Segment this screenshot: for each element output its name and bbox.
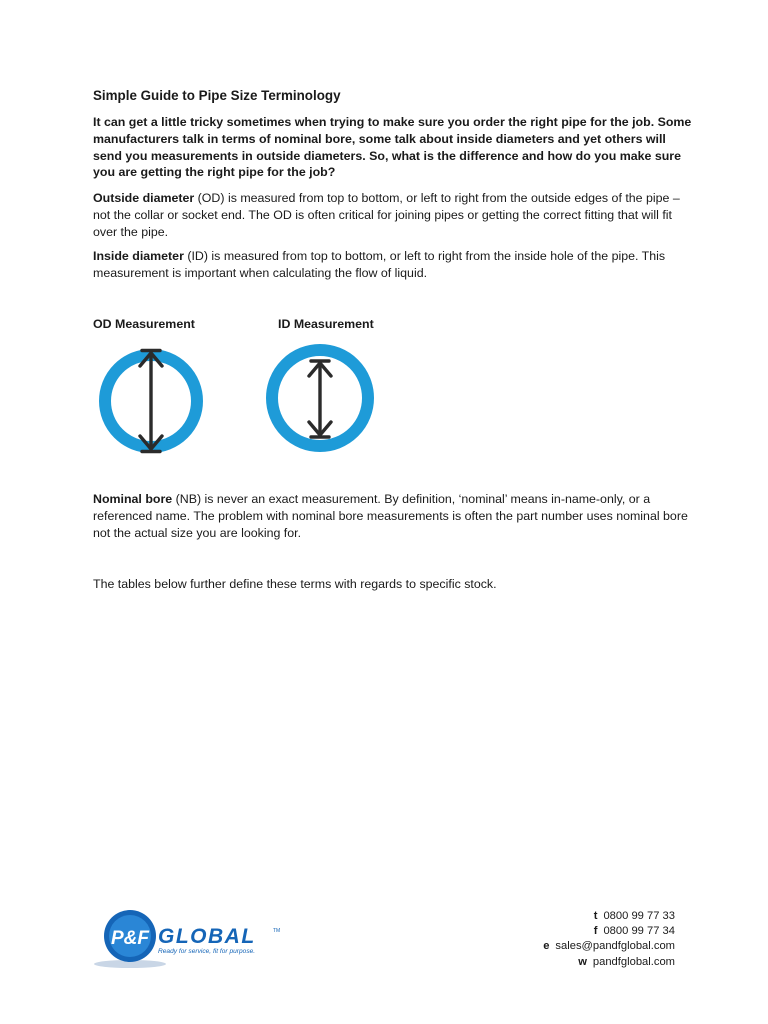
nb-description: (NB) is never an exact measurement. By definition, ‘nominal’ means in-name-only, or a referenced name. The problem with nominal bore measurements is often the part number uses nominal bore not the actual size you are looking for.: [93, 492, 688, 540]
contact-website-value[interactable]: pandfglobal.com: [592, 955, 675, 968]
od-measure-arrow-icon: [140, 351, 162, 452]
contact-fax-value: 0800 99 77 34: [603, 925, 675, 938]
id-measure-arrow-icon: [309, 361, 331, 437]
logo-tagline: Ready for service, fit for purpose.: [158, 948, 256, 955]
document-title: Simple Guide to Pipe Size Terminology: [93, 88, 341, 103]
od-paragraph: [93, 190, 693, 240]
contact-phone-key: t: [593, 910, 598, 922]
contact-email-value[interactable]: sales@pandfglobal.com: [555, 940, 675, 953]
intro-paragraph: It can get a little tricky sometimes when trying to make sure you order the right pipe for the job. Some manufacturers talk in terms of nominal bore, some talk about inside diameters and yet others will send you measurements in outside diameters. So, what is the difference and how do you make sure you are getting the right pipe for the job?: [93, 115, 692, 180]
od-pipe-diagram: [92, 342, 210, 460]
logo-monogram: P&F: [111, 928, 149, 949]
logo-trademark: TM: [273, 928, 281, 934]
contact-website-key: w: [578, 955, 587, 968]
od-term: Outside diameter: [93, 191, 195, 205]
contact-website: [543, 955, 675, 970]
id-measurement-label: ID Measurement: [278, 317, 374, 331]
pf-global-logo: [92, 904, 292, 974]
contact-block: [543, 909, 675, 970]
contact-email: [543, 939, 675, 954]
id-term: Inside diameter: [93, 249, 184, 263]
contact-phone-value: 0800 99 77 33: [603, 910, 675, 922]
id-description: (ID) is measured from top to bottom, or left to right from the inside hole of the pipe. This measurement is important when calculating the flow of liquid.: [93, 249, 666, 280]
contact-fax: [543, 924, 675, 939]
contact-email-key: e: [543, 940, 550, 953]
id-paragraph: [93, 248, 693, 282]
nb-paragraph: [93, 491, 693, 541]
logo-brand-text: GLOBAL: [158, 925, 256, 948]
od-measurement-label: OD Measurement: [93, 317, 195, 331]
tables-note: The tables below further define these terms with regards to specific stock.: [93, 577, 497, 591]
nb-term: Nominal bore: [93, 492, 173, 506]
contact-phone: [543, 909, 675, 924]
od-description: (OD) is measured from top to bottom, or left to right from the outside edges of the pipe – not the collar or socket end. The OD is often critical for joining pipes or getting the correct fitting that will fit over the pipe.: [93, 191, 680, 239]
contact-fax-key: f: [593, 925, 598, 938]
id-pipe-diagram: [258, 342, 382, 460]
